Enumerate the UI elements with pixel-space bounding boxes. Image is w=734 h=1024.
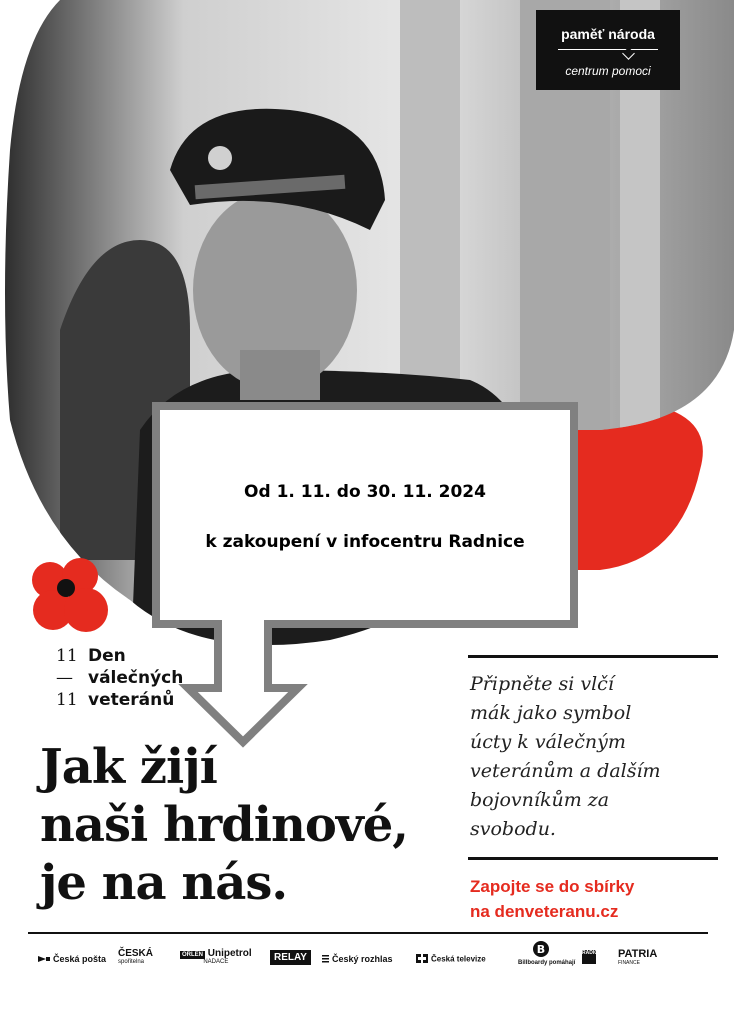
call-to-action[interactable] (470, 874, 634, 924)
partner-name: ČESKÁ (118, 948, 154, 959)
event-dash: — (56, 668, 73, 688)
partner-cesky-rozhlas[interactable] (322, 954, 393, 965)
partner-subname: spořitelna (118, 959, 145, 965)
partner-name: Český rozhlas (332, 954, 393, 964)
headline (40, 738, 408, 912)
ct-logo-icon (416, 954, 428, 965)
partner-ceska-sporitelna[interactable] (118, 948, 153, 965)
pin-text-line: veteránům a dalším (470, 760, 661, 782)
event-label (56, 645, 183, 711)
partner-orlen-unipetrol[interactable] (180, 948, 252, 965)
pin-text-line: svobodu. (470, 818, 556, 840)
partner-name: Česká pošta (53, 954, 107, 964)
divider-bottom (468, 857, 718, 860)
logo-subtitle: centrum pomoci (565, 64, 651, 78)
partners-divider (28, 932, 708, 934)
partner-ceska-televize[interactable] (416, 954, 486, 965)
partner-patria[interactable] (618, 948, 657, 966)
horn-icon (38, 955, 50, 965)
lines-icon (322, 955, 329, 965)
partner-radio1[interactable]: RADIO 1 (582, 950, 596, 964)
pin-text-line: mák jako symbol (470, 702, 632, 724)
logo-title: paměť národa (561, 26, 655, 42)
pin-poppy-text (470, 670, 720, 844)
partner-name: PATRIA (618, 948, 658, 960)
event-word-2: válečných (88, 668, 184, 688)
headline-line-1: Jak žijí (40, 739, 217, 795)
partners-bar (28, 940, 708, 980)
event-word-3: veteránů (88, 690, 175, 710)
partner-name: Česká televize (431, 954, 486, 964)
logo-divider (558, 49, 658, 50)
headline-line-2: naši hrdinové, (40, 797, 409, 853)
partner-name: Unipetrol (207, 948, 252, 959)
event-num-1: 11 (56, 646, 78, 666)
partner-orlen: ORLEN (182, 952, 203, 958)
headline-line-3: je na nás. (40, 855, 288, 911)
cta-line-1: Zapojte se do sbírky (470, 877, 635, 896)
divider-top (468, 655, 718, 658)
pin-text-line: úcty k válečným (470, 731, 626, 753)
bubble-location: k zakoupení v infocentru Radnice (205, 532, 525, 552)
pin-text-line: bojovníkům za (470, 789, 610, 811)
partner-relay[interactable]: RELAY (270, 950, 311, 965)
partner-billboardy[interactable] (518, 940, 576, 966)
pin-text-line: Připněte si vlčí (470, 673, 614, 695)
partner-subname: NADACE (203, 959, 229, 965)
partner-subname: FINANCE (618, 960, 640, 966)
bubble-date-range: Od 1. 11. do 30. 11. 2024 (244, 482, 486, 502)
partner-name: Billboardy pomáhají (518, 960, 576, 966)
svg-text:B: B (536, 943, 546, 956)
pamet-naroda-logo[interactable] (536, 10, 680, 90)
poppy-icon (28, 558, 118, 638)
partner-ceska-posta[interactable] (38, 954, 106, 965)
event-word-1: Den (88, 646, 126, 666)
cta-link[interactable]: na denveteranu.cz (470, 902, 619, 921)
billboard-b-icon (518, 940, 564, 960)
event-num-2: 11 (56, 690, 78, 710)
